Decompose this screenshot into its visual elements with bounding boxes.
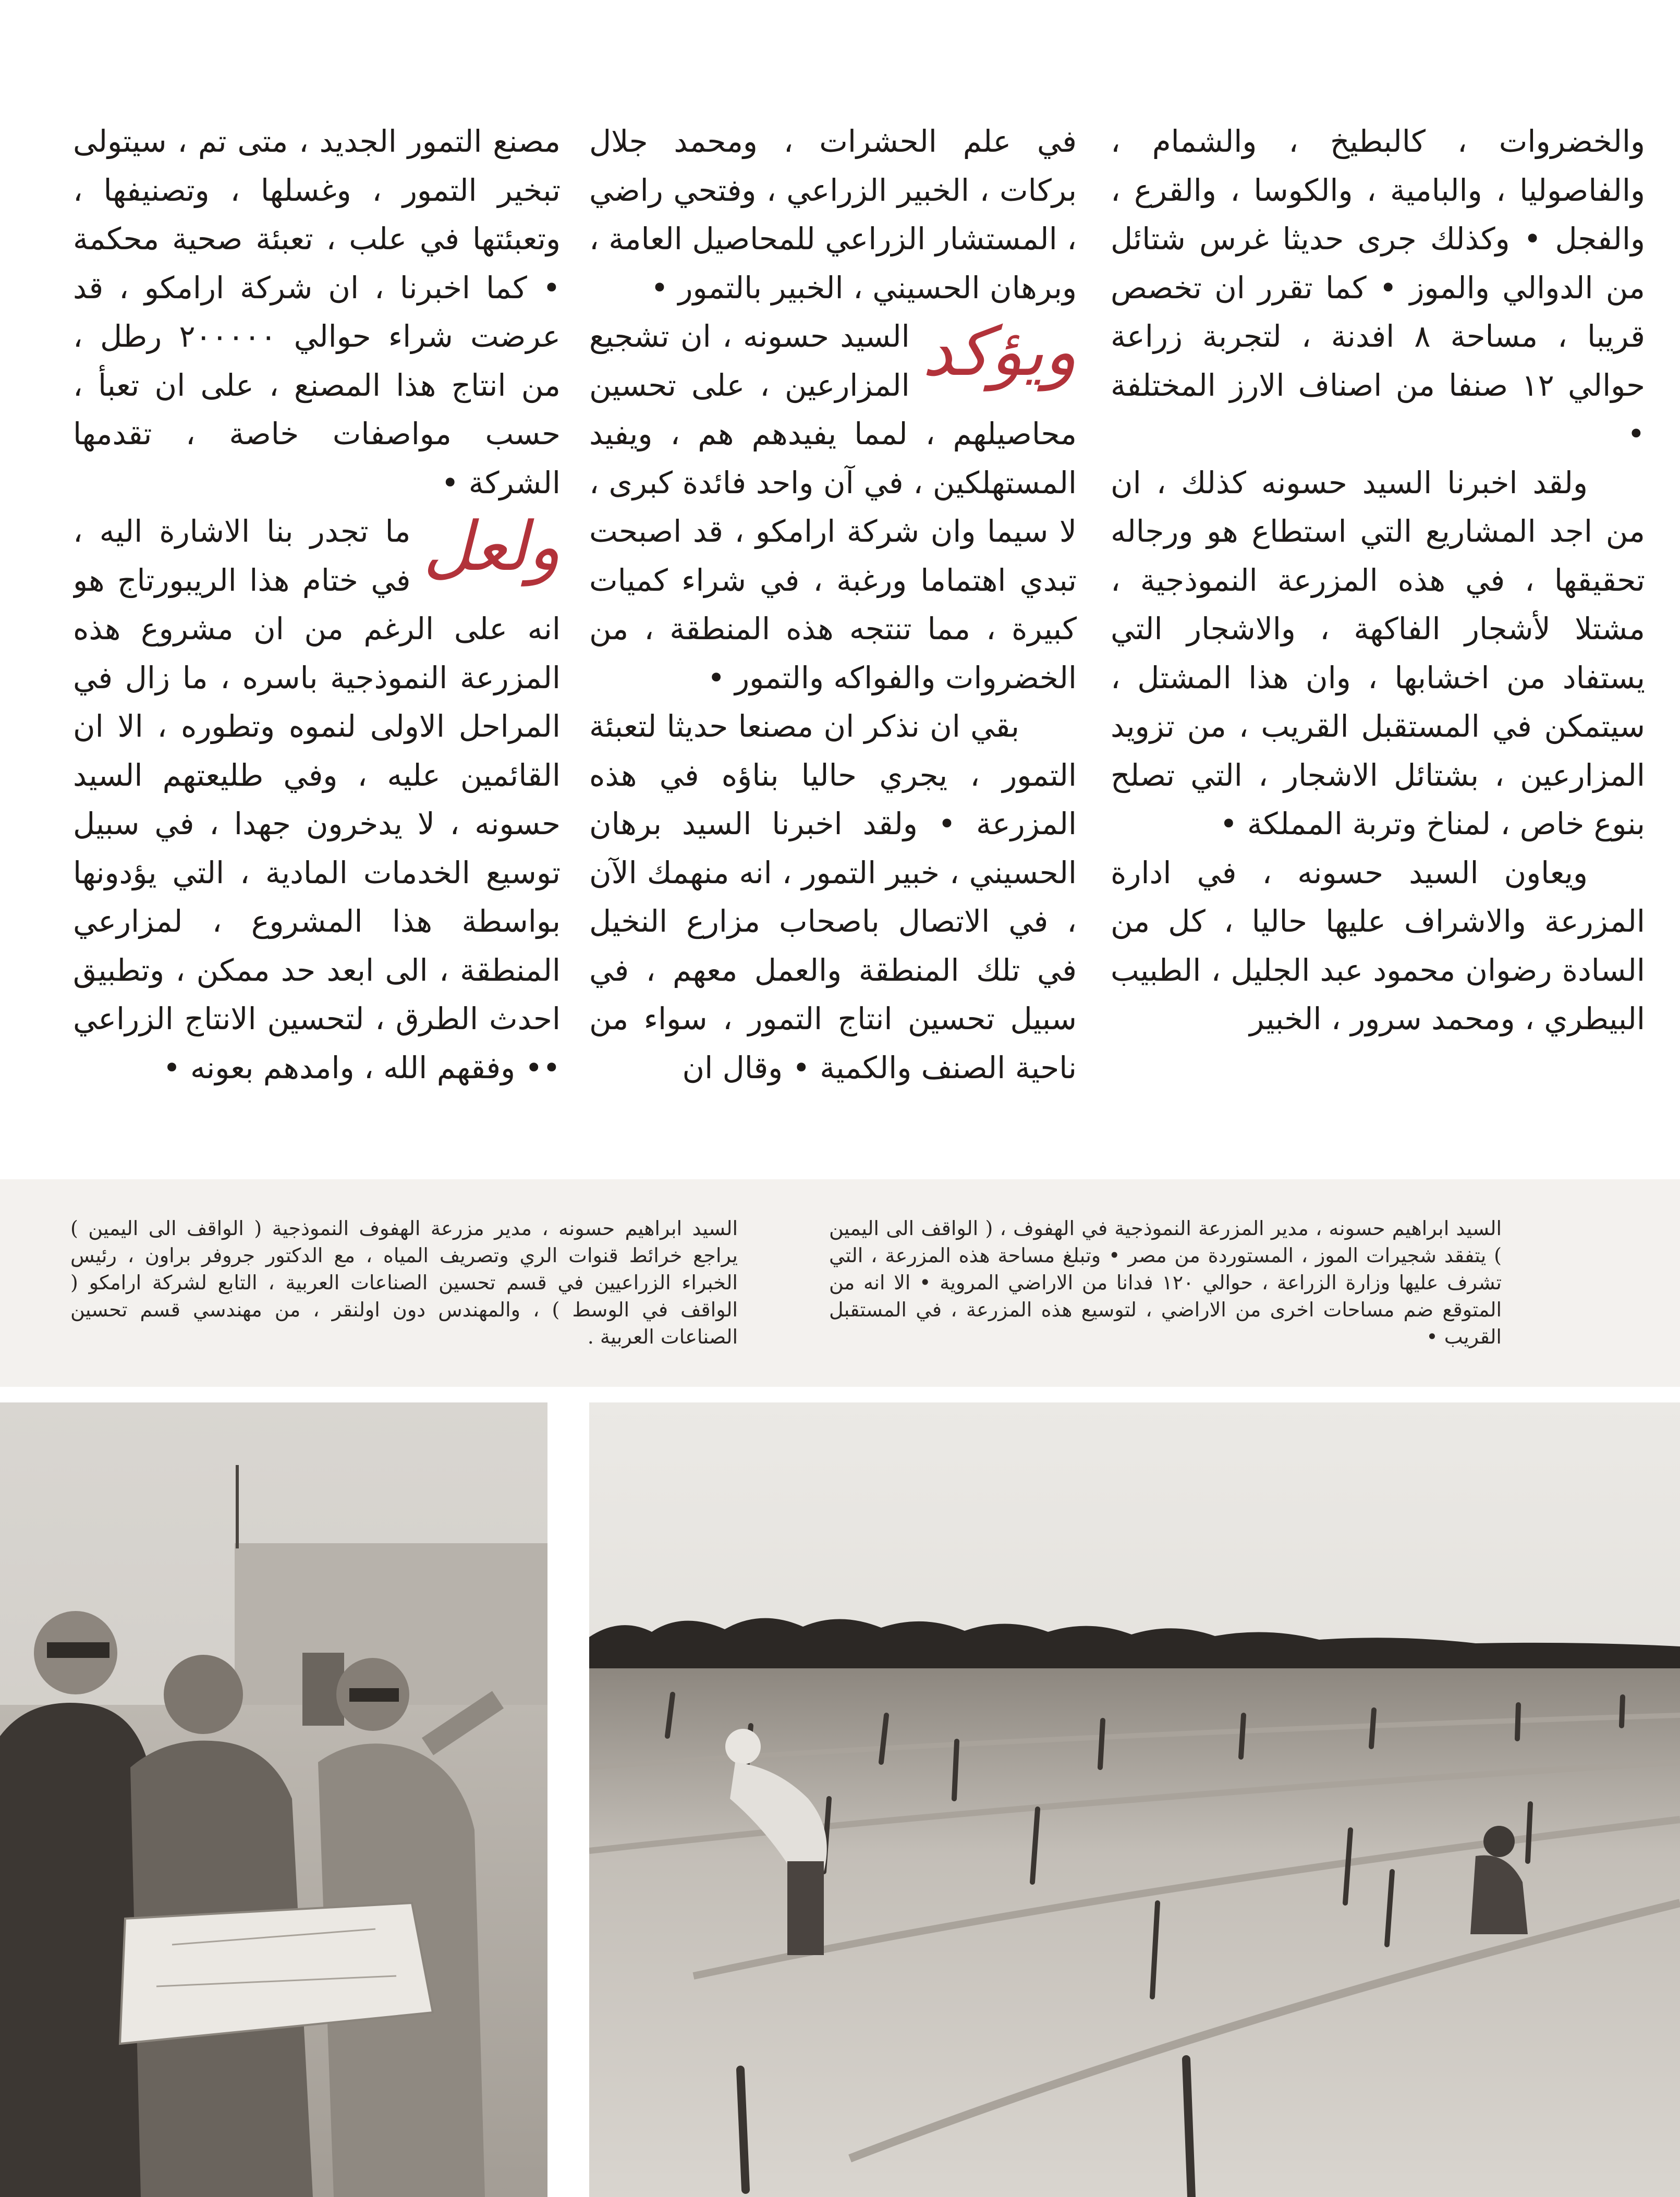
- paragraph-text: السيد حسونه ، ان تشجيع المزارعين ، على تحسين محاصيلهم ، لمما يفيدهم هم ، ويفيد المستهلكين ، في آن واحد فائدة كبرى ، لا سيما وان شركة ارامكو ، قد اصبحت تبدي اهتماما ورغبة ، في شراء كميات كبيرة ، مما تنتجه هذه المنطقة ، من الخضروات والفواكه والتمور •: [589, 319, 1077, 695]
- article-column-left: [73, 117, 561, 1165]
- paragraph: في علم الحشرات ، ومحمد جلال بركات ، الخبير الزراعي ، وفتحي راضي ، المستشار الزراعي للمحاصيل العامة ، وبرهان الحسيني ، الخبير بالتمور •: [589, 124, 1077, 306]
- caption-text: السيد ابراهيم حسونه ، مدير مزرعة الهفوف النموذجية ( الواقف الى اليمين ) يراجع خرائط قنوات الري وتصريف المياه ، مع الدكتور جروفر براون ، رئيس الخبراء الزراعيين في قسم تحسين الصناعات العربية ، التابع لشركة ارامكو ( الواقف في الوسط ) ، والمهندس دون اولنقر ، من مهندسي قسم تحسين الصناعات العربية .: [70, 1217, 738, 1348]
- paragraph: ويعاون السيد حسونه ، في ادارة المزرعة والاشراف عليها حاليا ، كل من السادة رضوان محمود عبد الجليل ، الطبيب البيطري ، ومحمد سرور ، الخبير: [1111, 855, 1645, 1036]
- paragraph: مصنع التمور الجديد ، متى تم ، سيتولى تبخير التمور ، وغسلها ، وتصنيفها ، وتعبئتها في علب ، تعبئة صحية محكمة • كما اخبرنا ، ان شركة ارامكو ، قد عرضت شراء حوالي ٢٠٠٠٠٠ رطل ، من انتاج هذا المصنع ، على ان تعبأ ، حسب مواصفات خاصة ، تقدمها الشركة •: [73, 124, 561, 501]
- photo-men-reviewing-map-graphic: [0, 1402, 547, 2197]
- article-column-middle: [589, 117, 1077, 1165]
- paragraph: ولقد اخبرنا السيد حسونه كذلك ، ان من اجد المشاريع التي استطاع هو ورجاله تحقيقها ، في هذه المزرعة النموذجية ، مشتلا لأشجار الفاكهة ، والاشجار التي يستفاد من اخشابها ، وان هذا المشتل ، سيتمكن في المستقبل القريب ، من تزويد المزارعين ، بشتائل الاشجار ، التي تصلح بنوع خاص ، لمناخ وتربة المملكة •: [1111, 465, 1645, 841]
- photo-farm-seedlings: [589, 1402, 1680, 2197]
- article-column-right: [1111, 117, 1645, 1165]
- photo-men-reviewing-map: [0, 1402, 547, 2197]
- paragraph: والخضروات ، كالبطيخ ، والشمام ، والفاصوليا ، والبامية ، والكوسا ، والقرع ، والفجل • وكذلك جرى حديثا غرس شتائل من الدوالي والموز • كما تقرر ان تخصص قريبا ، مساحة ٨ افدنة ، لتجربة زراعة حوالي ١٢ صنفا من اصناف الارز المختلفة •: [1111, 124, 1645, 451]
- paragraph-with-dropcap: [73, 507, 561, 1092]
- paragraph-with-dropcap: [589, 312, 1077, 702]
- caption-text: السيد ابراهيم حسونه ، مدير المزرعة النموذجية في الهفوف ، ( الواقف الى اليمين ) يتفقد شجيرات الموز ، المستوردة من مصر • وتبلغ مساحة هذه المزرعة ، التي تشرف عليها وزارة الزراعة ، حوالي ١٢٠ فدانا من الاراضي المروية • الا انه من المتوقع ضم مساحات اخرى من الاراضي ، لتوسيع هذه المزرعة ، في المستقبل القريب •: [829, 1217, 1502, 1348]
- paragraph: بقي ان نذكر ان مصنعا حديثا لتعبئة التمور ، يجري حاليا بناؤه في هذه المزرعة • ولقد اخبرنا السيد برهان الحسيني ، خبير التمور ، انه منهمك الآن ، في الاتصال باصحاب مزارع النخيل في تلك المنطقة والعمل معهم ، في سبيل تحسين انتاج التمور ، سواء من ناحية الصنف والكمية • وقال ان: [589, 709, 1077, 1085]
- dropcap: ويؤكد: [922, 312, 1077, 391]
- dropcap: ولعل: [423, 507, 561, 586]
- photo-caption-left: [70, 1215, 738, 1350]
- photo-caption-right: [829, 1215, 1502, 1350]
- photo-farm-seedlings-graphic: [589, 1402, 1680, 2197]
- paragraph-text: ما تجدر بنا الاشارة اليه ، في ختام هذا الريبورتاج هو انه على الرغم من ان مشروع هذه المزرعة النموذجية باسره ، ما زال في المراحل الاولى لنموه وتطوره ، الا ان القائمين عليه ، وفي طليعتهم السيد حسونه ، لا يدخرون جهدا ، في سبيل توسيع الخدمات المادية ، التي يؤدونها بواسطة هذا المشروع ، لمزارعي المنطقة ، الى ابعد حد ممكن ، وتطبيق احدث الطرق ، لتحسين الانتاج الزراعي •• وفقهم الله ، وامدهم بعونه •: [73, 514, 561, 1085]
